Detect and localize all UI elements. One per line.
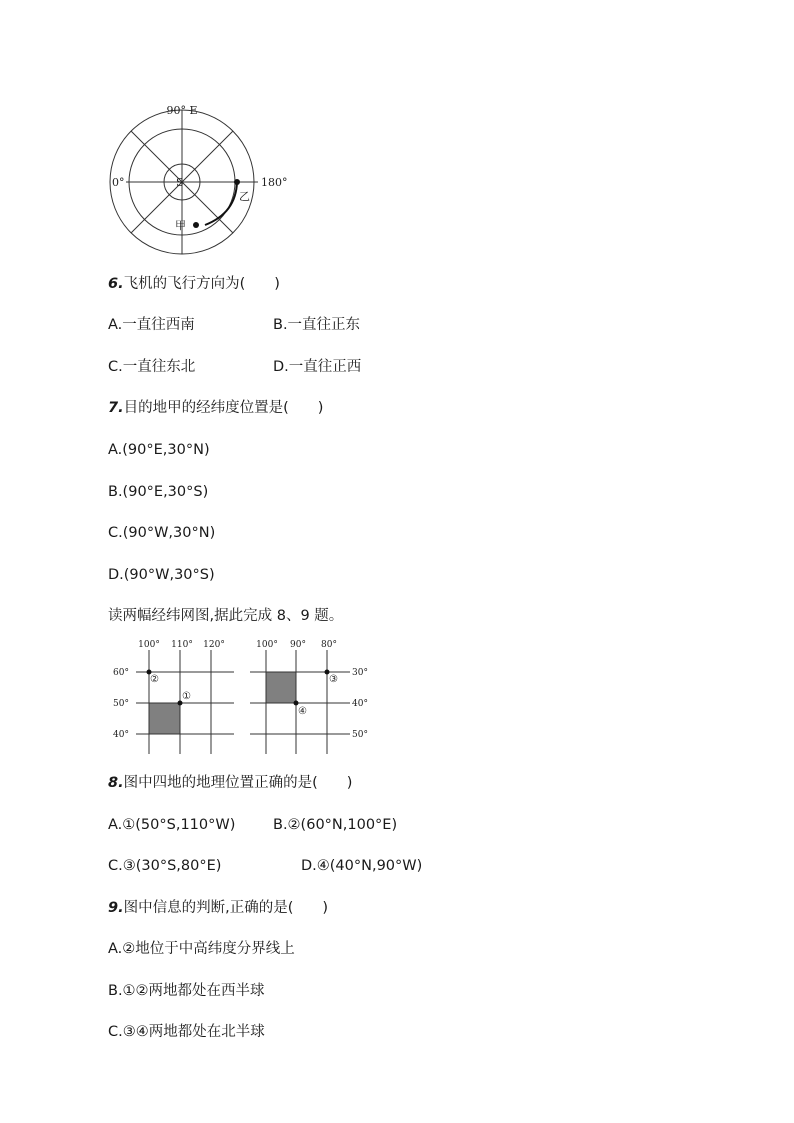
option-c: C.一直往东北: [108, 359, 196, 375]
lon-label-100: 100°: [256, 640, 278, 650]
right-graticule: [250, 640, 368, 754]
lat-label-50: 50°: [352, 730, 368, 740]
option-b: B.(90°E,30°S): [108, 484, 209, 500]
label-point-4: ④: [298, 706, 307, 717]
label-point-2: ②: [150, 674, 159, 685]
label-south-pole: S: [176, 176, 184, 189]
question-7: [108, 398, 323, 418]
question-number: 7.: [108, 400, 124, 416]
option-b: B.②(60°N,100°E): [273, 817, 398, 833]
question-number: 9.: [108, 900, 124, 916]
option-c: C.③④两地都处在北半球: [108, 1024, 265, 1040]
left-graticule: [113, 640, 234, 754]
label-point-1: ①: [182, 691, 191, 702]
intro-text: 读两幅经纬网图,据此完成 8、9 题。: [108, 608, 344, 624]
label-0: 0°: [112, 176, 125, 189]
point-4: [294, 701, 299, 706]
shaded-cell-right: [266, 672, 296, 703]
question-9: [108, 898, 328, 918]
lat-label-40: 40°: [352, 699, 368, 709]
label-jia: 甲: [175, 219, 186, 232]
option-a: A.①(50°S,110°W): [108, 817, 236, 833]
question-number: 8.: [108, 775, 124, 791]
lat-label-40: 40°: [113, 730, 129, 740]
graticule-figures: [100, 634, 380, 758]
question-6: [108, 274, 280, 294]
option-d: D.一直往正西: [273, 359, 362, 375]
question-text: 目的地甲的经纬度位置是( ): [123, 400, 324, 416]
option-a: A.(90°E,30°N): [108, 442, 210, 458]
lat-label-50: 50°: [113, 699, 129, 709]
question-text: 图中信息的判断,正确的是( ): [123, 900, 329, 916]
option-a: A.②地位于中高纬度分界线上: [108, 941, 295, 957]
option-d: D.(90°W,30°S): [108, 567, 215, 583]
option-c: C.③(30°S,80°E): [108, 858, 222, 874]
polar-projection-figure: [100, 98, 300, 263]
point-jia: [193, 222, 199, 228]
question-8: [108, 773, 352, 793]
shaded-cell-left: [149, 703, 180, 734]
question-number: 6.: [108, 276, 124, 292]
label-point-3: ③: [329, 674, 338, 685]
lon-label-120: 120°: [203, 640, 225, 650]
lon-label-100: 100°: [138, 640, 160, 650]
option-a: A.一直往西南: [108, 317, 195, 333]
option-b: B.一直往正东: [273, 317, 361, 333]
lon-label-80: 80°: [321, 640, 337, 650]
label-yi: 乙: [239, 190, 250, 203]
point-yi: [234, 179, 240, 185]
lat-label-30: 30°: [352, 668, 368, 678]
lat-label-60: 60°: [113, 668, 129, 678]
lon-label-90: 90°: [290, 640, 306, 650]
label-180: 180°: [261, 176, 288, 189]
label-90e: 90° E: [166, 104, 198, 117]
option-c: C.(90°W,30°N): [108, 525, 216, 541]
option-b: B.①②两地都处在西半球: [108, 983, 265, 999]
question-text: 图中四地的地理位置正确的是( ): [123, 775, 353, 791]
option-d: D.④(40°N,90°W): [301, 858, 423, 874]
question-text: 飞机的飞行方向为( ): [123, 276, 280, 292]
lon-label-110: 110°: [171, 640, 193, 650]
